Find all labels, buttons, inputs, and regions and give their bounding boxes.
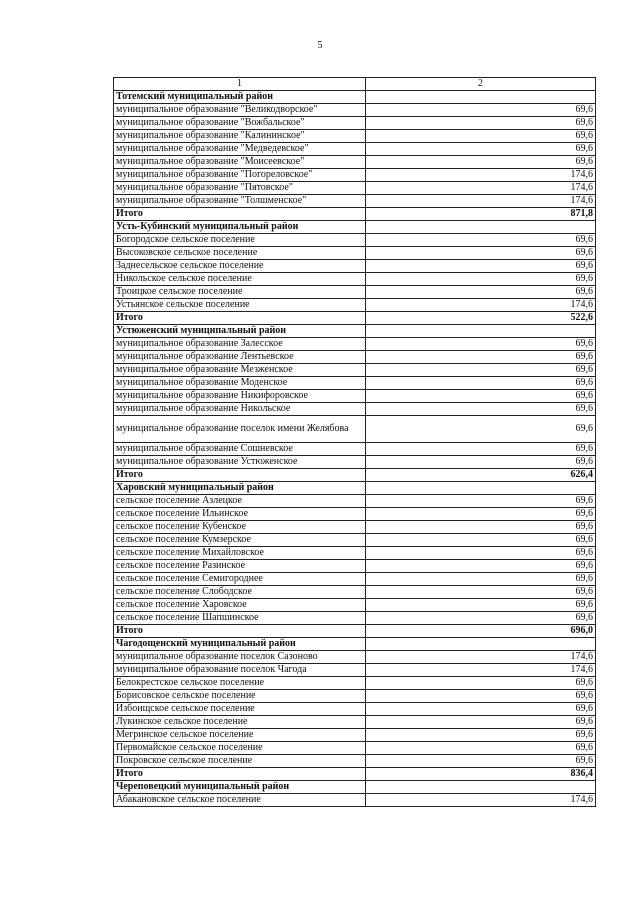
settlement-name: сельское поселение Михайловское [114,547,366,560]
table-row [114,664,596,677]
table-row [114,742,596,755]
table-row [114,586,596,599]
table-row [114,755,596,768]
settlement-name: Никольское сельское поселение [114,273,366,286]
settlement-name: Первомайское сельское поселение [114,742,366,755]
district-title: Тотемский муниципальный район [114,91,366,104]
settlement-value: 69,6 [366,508,596,521]
settlement-name: Покровское сельское поселение [114,755,366,768]
settlement-name: муниципальное образование Залесское [114,338,366,351]
settlement-name: Заднесельское сельское поселение [114,260,366,273]
settlement-value: 69,6 [366,729,596,742]
settlement-value: 174,6 [366,794,596,807]
settlement-value: 69,6 [366,351,596,364]
table-row [114,651,596,664]
total-row [114,625,596,638]
settlement-name: сельское поселение Слободское [114,586,366,599]
table-header-row [114,78,596,91]
district-header-row [114,325,596,338]
settlement-name: муниципальное образование "Калининское" [114,130,366,143]
table-row [114,104,596,117]
settlement-name: сельское поселение Кубенское [114,521,366,534]
settlement-name: Устьянское сельское поселение [114,299,366,312]
district-empty-cell [366,482,596,495]
settlement-value: 69,6 [366,364,596,377]
district-title: Чагодощенский муниципальный район [114,638,366,651]
settlement-value: 69,6 [366,586,596,599]
table-row [114,443,596,456]
settlement-value: 69,6 [366,573,596,586]
settlement-value: 69,6 [366,534,596,547]
settlement-value: 69,6 [366,247,596,260]
district-title: Усть-Кубинский муниципальный район [114,221,366,234]
table-row [114,521,596,534]
table-row [114,456,596,469]
settlement-name: муниципальное образование "Погореловское" [114,169,366,182]
settlement-name: муниципальное образование поселок имени Желябова [114,416,366,443]
settlement-value: 174,6 [366,651,596,664]
settlement-value: 69,6 [366,234,596,247]
settlement-name: муниципальное образование поселок Чагода [114,664,366,677]
settlement-name: Мегринское сельское поселение [114,729,366,742]
table-row [114,560,596,573]
settlement-name: муниципальное образование Никифоровское [114,390,366,403]
settlement-name: муниципальное образование "Моисеевское" [114,156,366,169]
settlement-name: сельское поселение Разинское [114,560,366,573]
settlement-name: Лукинское сельское поселение [114,716,366,729]
settlement-name: муниципальное образование Устюженское [114,456,366,469]
total-value: 836,4 [366,768,596,781]
settlement-name: сельское поселение Харовское [114,599,366,612]
settlement-name: Троицкое сельское поселение [114,286,366,299]
total-label: Итого [114,312,366,325]
table-row [114,690,596,703]
table-row [114,130,596,143]
district-empty-cell [366,638,596,651]
table-row [114,794,596,807]
settlement-value: 69,6 [366,495,596,508]
table-row [114,599,596,612]
table-row [114,117,596,130]
settlement-value: 69,6 [366,755,596,768]
settlement-name: муниципальное образование "Медведевское" [114,143,366,156]
settlement-value: 69,6 [366,156,596,169]
settlement-value: 69,6 [366,560,596,573]
total-row [114,768,596,781]
district-empty-cell [366,781,596,794]
table-row [114,234,596,247]
settlement-value: 174,6 [366,169,596,182]
settlement-value: 69,6 [366,286,596,299]
district-title: Харовский муниципальный район [114,482,366,495]
settlement-name: Богородское сельское поселение [114,234,366,247]
district-header-row [114,221,596,234]
settlement-name: муниципальное образование Сошневское [114,443,366,456]
settlement-value: 69,6 [366,703,596,716]
table-row [114,547,596,560]
table-body [114,91,596,807]
total-label: Итого [114,469,366,482]
settlement-value: 69,6 [366,612,596,625]
settlement-value: 174,6 [366,664,596,677]
settlement-value: 69,6 [366,456,596,469]
district-title: Череповецкий муниципальный район [114,781,366,794]
settlement-name: муниципальное образование "Толшменское" [114,195,366,208]
settlement-name: муниципальное образование поселок Сазоново [114,651,366,664]
settlement-value: 69,6 [366,742,596,755]
district-header-row [114,91,596,104]
total-row [114,208,596,221]
table-row [114,351,596,364]
settlement-name: сельское поселение Кумзерское [114,534,366,547]
settlement-name: муниципальное образование "Пятовское" [114,182,366,195]
district-title: Устюженский муниципальный район [114,325,366,338]
table-row [114,169,596,182]
table-row [114,195,596,208]
settlement-value: 69,6 [366,117,596,130]
total-label: Итого [114,208,366,221]
total-label: Итого [114,768,366,781]
table-row [114,377,596,390]
table-row [114,156,596,169]
settlement-value: 69,6 [366,104,596,117]
table-row [114,143,596,156]
settlement-value: 69,6 [366,690,596,703]
table-row [114,403,596,416]
settlement-value: 69,6 [366,130,596,143]
settlement-value: 174,6 [366,195,596,208]
settlement-value: 69,6 [366,143,596,156]
table-row [114,338,596,351]
settlement-value: 69,6 [366,521,596,534]
settlement-value: 69,6 [366,547,596,560]
district-header-row [114,781,596,794]
settlement-name: сельское поселение Ильинское [114,508,366,521]
settlement-name: сельское поселение Шапшинское [114,612,366,625]
settlement-name: муниципальное образование Мезженское [114,364,366,377]
settlement-name: муниципальное образование Моденское [114,377,366,390]
settlement-name: Абакановское сельское поселение [114,794,366,807]
table-row [114,612,596,625]
settlement-value: 69,6 [366,416,596,443]
settlement-name: муниципальное образование "Вожбальское" [114,117,366,130]
district-header-row [114,638,596,651]
table-row [114,260,596,273]
settlement-name: Борисовское сельское поселение [114,690,366,703]
settlement-value: 69,6 [366,390,596,403]
table-row [114,364,596,377]
settlement-value: 69,6 [366,716,596,729]
settlement-value: 69,6 [366,260,596,273]
page-number: 5 [317,40,323,51]
table-row [114,508,596,521]
settlement-name: сельское поселение Азлецкое [114,495,366,508]
settlement-value: 69,6 [366,443,596,456]
table-row [114,247,596,260]
settlement-name: Белокрестское сельское поселение [114,677,366,690]
table-row [114,495,596,508]
settlement-value: 174,6 [366,299,596,312]
column-header-2: 2 [366,78,596,91]
district-header-row [114,482,596,495]
settlement-name: муниципальное образование Никольское [114,403,366,416]
table-row [114,716,596,729]
settlement-value: 69,6 [366,599,596,612]
table-row [114,703,596,716]
settlement-name: Избоищское сельское поселение [114,703,366,716]
settlement-name: Высоковское сельское поселение [114,247,366,260]
settlement-value: 69,6 [366,377,596,390]
column-header-1: 1 [114,78,366,91]
total-row [114,469,596,482]
table-row [114,573,596,586]
total-value: 696,0 [366,625,596,638]
total-value: 522,6 [366,312,596,325]
settlement-value: 69,6 [366,677,596,690]
total-value: 871,8 [366,208,596,221]
total-label: Итого [114,625,366,638]
table-row [114,534,596,547]
settlement-value: 174,6 [366,182,596,195]
table-row [114,416,596,443]
settlement-value: 69,6 [366,403,596,416]
allocation-table [113,77,596,807]
table-row [114,182,596,195]
district-empty-cell [366,325,596,338]
table-row [114,390,596,403]
table-row [114,273,596,286]
settlement-value: 69,6 [366,273,596,286]
table-row [114,729,596,742]
settlement-name: муниципальное образование "Великодворское" [114,104,366,117]
settlement-value: 69,6 [366,338,596,351]
table-row [114,677,596,690]
settlement-name: муниципальное образование Лентьевское [114,351,366,364]
total-row [114,312,596,325]
table-row [114,286,596,299]
total-value: 626,4 [366,469,596,482]
district-empty-cell [366,91,596,104]
settlement-name: сельское поселение Семигороднее [114,573,366,586]
district-empty-cell [366,221,596,234]
table-row [114,299,596,312]
